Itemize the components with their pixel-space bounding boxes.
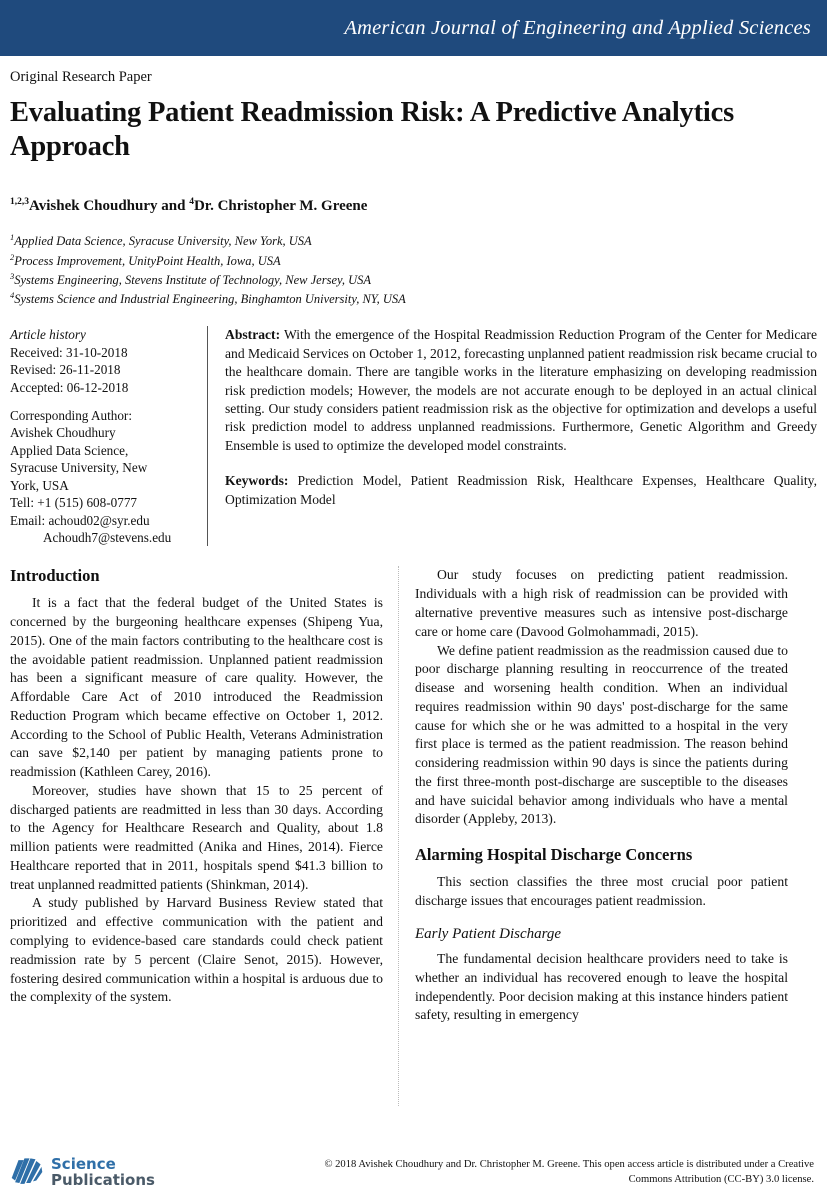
corresponding-author-heading: Corresponding Author: — [10, 408, 132, 424]
publisher-logo-line-1: Science — [51, 1154, 116, 1173]
copyright-line-1: © 2018 Avishek Choudhury and Dr. Christopher M. Greene. This open access article is distributed under a Creative — [324, 1159, 814, 1170]
body-paragraph: This section classifies the three most crucial poor patient discharge issues that encourages patient readmission. — [415, 873, 788, 908]
body-paragraph: It is a fact that the federal budget of the United States is concerned by the burgeoning healthcare expenses (Shipeng Yua, 2015). One of the main factors contributing to the healthcare cost is the avoidable patient readmission. Unplanned patient readmission has been a significant measure of care quality. However, the Affordable Care Act of 2010 introduced the Readmission Reduction Program which became effective on October 1, 2012. According to the School of Public Health, Veterans Administration can save $2,140 per patient by managing patients prone to readmission (Kathleen Carey, 2016). — [10, 595, 383, 780]
affiliation-text: Applied Data Science, Syracuse University, New York, USA — [14, 234, 312, 249]
body-paragraph: Moreover, studies have shown that 15 to 25 percent of discharged patients are readmitted in less than 30 days. According to the Agency for Healthcare Research and Quality, about 1.8 million patients were readmitted (Anika and Hines, 2014). Fierce Healthcare reported that in 2011, hospitals spend $41.3 billion to treat unplanned readmitted patients (Shinkman, 2014). — [10, 782, 383, 892]
science-publications-logo-icon — [10, 1155, 44, 1189]
journal-title: American Journal of Engineering and Applied Sciences — [344, 16, 811, 39]
body-columns — [10, 566, 817, 1106]
affiliation-item — [10, 231, 817, 250]
affiliation-text: Systems Science and Industrial Engineering, Binghamton University, NY, USA — [14, 292, 406, 307]
author-name-2: Dr. Christopher M. Greene — [193, 198, 368, 215]
author-byline — [10, 197, 817, 215]
body-paragraph: We define patient readmission as the readmission caused due to poor discharge planning resulting in reoccurrence of the treated disease and worsening health condition. When an individual requires readmission within 90 days' post-discharge for the same cause for which she or he was admitted to a hospital in the very first place is termed as the patient readmission. The reason behind considering readmission within 90 days is since the patients during the first three-month post-discharge are susceptible to the diseases and have suicidal behavior among individuals who have a mental disorder (Appleby, 2013). — [415, 642, 788, 827]
corresponding-author-email-2[interactable]: Achoudh7@stevens.edu — [43, 530, 172, 546]
abstract-paragraph — [225, 326, 817, 455]
revised-date: Revised: 26-11-2018 — [10, 362, 121, 378]
keywords-label: Keywords: — [225, 473, 289, 489]
body-paragraph: The fundamental decision healthcare providers need to take is whether an individual has recovered enough to leave the hospital independently. Poor decision making at this instance hinders patient safety, resulting in emergency — [415, 951, 788, 1023]
keywords-paragraph — [225, 472, 817, 509]
article-metadata-column — [10, 326, 207, 546]
article-history-heading: Article history — [10, 327, 86, 343]
left-column — [10, 566, 399, 1106]
affiliation-item — [10, 289, 817, 308]
abstract-body: With the emergence of the Hospital Readmission Reduction Program of the Center for Medicare and Medicaid Services on October 1, 2012, forecasting unplanned patient readmission risk became crucial to the healthcare domain. There are tangible works in the literature emphasizing on developing readmission risk prediction models; However, the models are not accurate enough to be deployed in an actual clinical setting. Our study considers patient readmission risk as the objective for optimization and develops a useful risk prediction model to address unplanned readmissions. Furthermore, Genetic Algorithm and Greedy Ensemble is used to optimize the developed model constraints. — [225, 327, 817, 453]
affiliation-item — [10, 270, 817, 289]
section-heading-introduction: Introduction — [10, 566, 100, 586]
corresponding-author-dept: Applied Data Science, — [10, 442, 129, 458]
corresponding-author-telephone: Tell: +1 (515) 608-0777 — [10, 495, 138, 511]
body-paragraph: A study published by Harvard Business Review stated that prioritized and effective communication with the patient and complying to evidence-based care standards could check patient readmission rate by 5 percent (Claire Senot, 2015). However, fostering desired communication within a hospital is arduous due to the complexity of the system. — [10, 895, 383, 1005]
right-column — [399, 566, 788, 1106]
affiliation-text: Systems Engineering, Stevens Institute of Technology, New Jersey, USA — [14, 272, 372, 287]
affiliation-marker: 1 — [10, 232, 15, 243]
publisher-logo-line-2: Publications — [51, 1171, 155, 1189]
abstract-label: Abstract: — [225, 327, 281, 343]
page-content — [0, 69, 827, 1106]
metadata-spacer — [10, 396, 195, 407]
page-footer — [0, 1148, 827, 1200]
page-title: Evaluating Patient Readmission Risk: A Predictive Analytics Approach — [10, 97, 734, 162]
affiliation-item — [10, 251, 817, 270]
copyright-notice — [200, 1149, 817, 1188]
author-name-1: Avishek Choudhury and — [29, 198, 190, 215]
received-date: Received: 31-10-2018 — [10, 344, 128, 360]
publisher-logo — [10, 1149, 200, 1189]
affiliation-marker: 3 — [10, 270, 15, 281]
affiliation-marker: 4 — [10, 290, 15, 301]
corresponding-author-location: York, USA — [10, 477, 69, 493]
affiliation-list — [10, 231, 817, 308]
subsection-heading-early-patient-discharge: Early Patient Discharge — [415, 926, 562, 943]
abstract-text-column — [207, 326, 817, 546]
accepted-date: Accepted: 06-12-2018 — [10, 379, 129, 395]
section-heading-alarming-hospital-discharge-concerns: Alarming Hospital Discharge Concerns — [415, 845, 693, 865]
affiliation-marker: 2 — [10, 251, 15, 262]
corresponding-author-name: Avishek Choudhury — [10, 425, 116, 441]
keywords-list: Prediction Model, Patient Readmission Risk, Healthcare Expenses, Healthcare Quality, Optimization Model — [225, 473, 817, 507]
abstract-section — [10, 326, 817, 546]
corresponding-author-institution: Syracuse University, New — [10, 460, 148, 476]
publisher-logo-text — [51, 1156, 155, 1189]
article-type-label: Original Research Paper — [10, 69, 152, 85]
journal-header-band — [0, 0, 827, 58]
author-affiliation-marker-2: 4 — [189, 197, 194, 208]
author-affiliation-marker-1: 1,2,3 — [10, 197, 29, 208]
affiliation-text: Process Improvement, UnityPoint Health, Iowa, USA — [14, 253, 281, 268]
corresponding-author-email-1[interactable]: Email: achoud02@syr.edu — [10, 512, 150, 528]
copyright-line-2: Commons Attribution (CC-BY) 3.0 license. — [628, 1173, 814, 1185]
body-paragraph: Our study focuses on predicting patient readmission. Individuals with a high risk of readmission can be provided with alternative preventive measures such as intensive post-discharge care or home care (Davood Golmohammadi, 2015). — [415, 567, 788, 639]
